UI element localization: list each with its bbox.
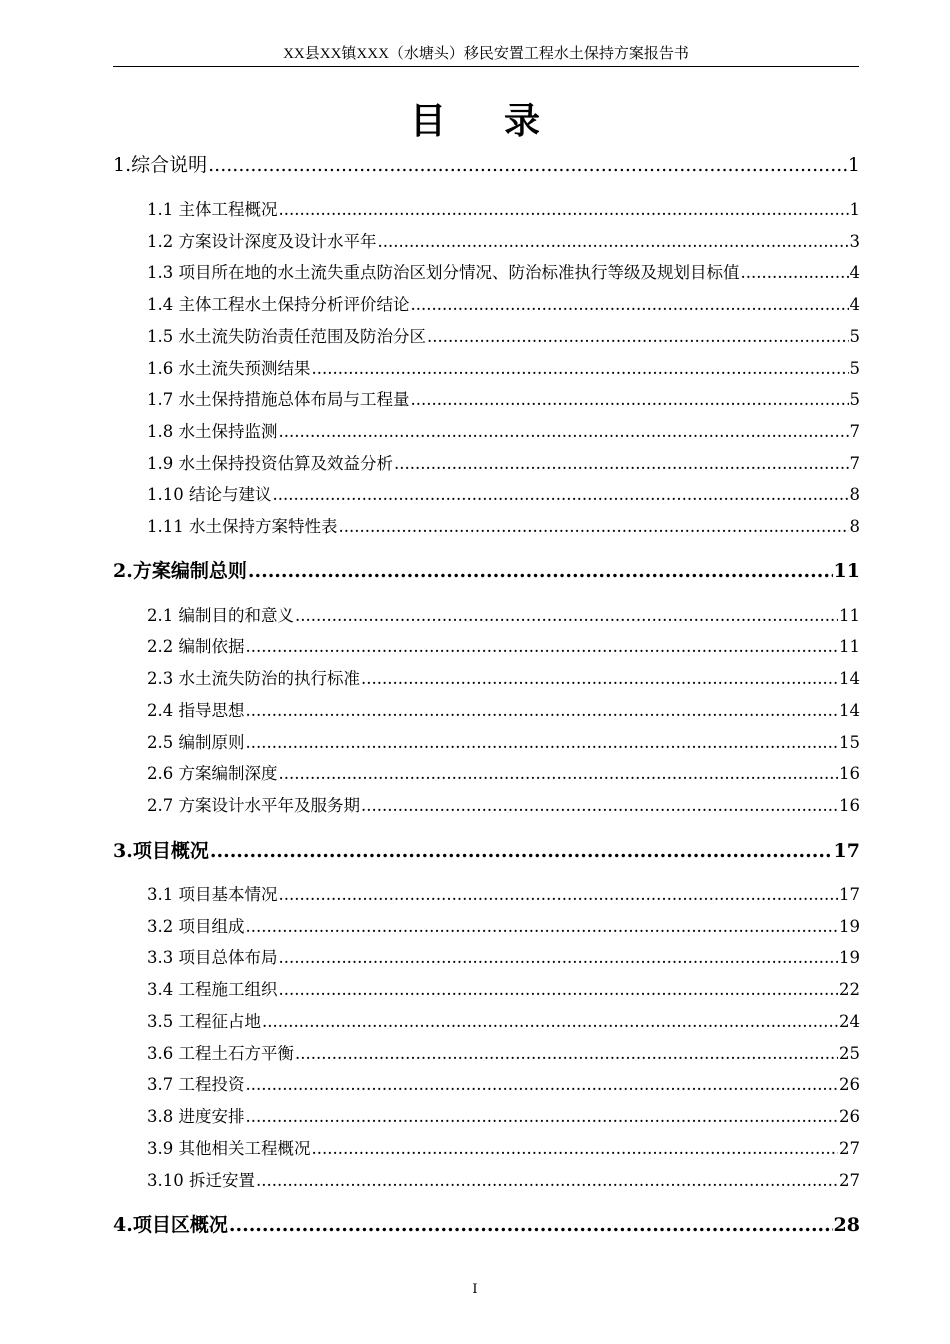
toc-entry-page: 3: [849, 232, 860, 251]
toc-leader-dots: [279, 980, 839, 999]
toc-entry-label: 2.6 方案编制深度: [147, 764, 278, 783]
toc-entry-page: 26: [839, 1107, 860, 1126]
page-number: I: [472, 1282, 478, 1297]
toc-leader-dots: [272, 485, 848, 504]
toc-entry[interactable]: [147, 697, 860, 721]
running-header: XX县XX镇XXX（水塘头）移民安置工程水土保持方案报告书: [113, 44, 859, 67]
toc-entry-page: 16: [839, 764, 860, 783]
toc-entry-label: 2.4 指导思想: [147, 701, 245, 720]
toc-entry-label: 3.项目概况: [113, 840, 209, 862]
toc-entry-page: 1: [847, 154, 860, 176]
toc-entry-label: 4.项目区概况: [113, 1214, 228, 1236]
toc-entry-label: 1.3 项目所在地的水土流失重点防治区划分情况、防治标准执行等级及规划目标值: [147, 263, 740, 282]
toc-entry-label: 3.6 工程土石方平衡: [147, 1044, 294, 1063]
toc-leader-dots: [411, 390, 849, 409]
toc-entry[interactable]: [147, 944, 860, 968]
toc-entry-page: 5: [849, 327, 860, 346]
toc-entry-label: 3.7 工程投资: [147, 1075, 245, 1094]
toc-leader-dots: [361, 669, 838, 688]
toc-entry[interactable]: [147, 355, 860, 379]
toc-entry[interactable]: [147, 1135, 860, 1159]
toc-entry-label: 1.10 结论与建议: [147, 485, 272, 504]
toc-leader-dots: [246, 917, 839, 936]
toc-entry-page: 25: [839, 1044, 860, 1063]
toc-leader-dots: [262, 1012, 838, 1031]
toc-entry-page: 24: [839, 1012, 860, 1031]
toc-entry[interactable]: [147, 418, 860, 442]
toc-entry[interactable]: [113, 150, 860, 177]
toc-leader-dots: [248, 560, 833, 582]
toc-entry-label: 3.8 进度安排: [147, 1107, 245, 1126]
toc-leader-dots: [246, 701, 839, 720]
toc-entry-page: 11: [833, 560, 860, 582]
toc-entry[interactable]: [113, 556, 860, 583]
toc-entry-label: 3.9 其他相关工程概况: [147, 1139, 311, 1158]
toc-entry-label: 3.3 项目总体布局: [147, 948, 278, 967]
toc-leader-dots: [279, 948, 839, 967]
toc-entry-label: 1.1 主体工程概况: [147, 200, 278, 219]
toc-entry[interactable]: [147, 323, 860, 347]
toc-entry-label: 3.10 拆迁安置: [147, 1171, 255, 1190]
toc-entry[interactable]: [113, 836, 860, 863]
toc-entry[interactable]: [147, 665, 860, 689]
toc-leader-dots: [361, 796, 838, 815]
toc-leader-dots: [208, 154, 847, 176]
toc-leader-dots: [295, 606, 838, 625]
toc-entry[interactable]: [113, 1210, 860, 1237]
toc-entry-label: 2.7 方案设计水平年及服务期: [147, 796, 360, 815]
toc-entry-page: 11: [839, 637, 860, 656]
toc-leader-dots: [741, 263, 849, 282]
toc-entry-label: 2.1 编制目的和意义: [147, 606, 294, 625]
toc-entry-page: 5: [849, 359, 860, 378]
toc-entry[interactable]: [147, 1071, 860, 1095]
toc-entry[interactable]: [147, 1008, 860, 1032]
toc-entry-page: 11: [839, 606, 860, 625]
toc-entry[interactable]: [147, 228, 860, 252]
toc-entry-page: 7: [849, 454, 860, 473]
toc-entry-page: 17: [833, 840, 860, 862]
toc-entry-page: 8: [849, 517, 860, 536]
toc-entry[interactable]: [147, 1103, 860, 1127]
toc-leader-dots: [312, 1139, 839, 1158]
toc-entry-page: 4: [849, 295, 860, 314]
toc-leader-dots: [427, 327, 849, 346]
toc-entry-label: 1.11 水土保持方案特性表: [147, 517, 338, 536]
toc-entry-page: 4: [849, 263, 860, 282]
toc-entry-label: 2.2 编制依据: [147, 637, 245, 656]
toc-leader-dots: [312, 359, 849, 378]
toc-entry[interactable]: [147, 633, 860, 657]
toc-entry[interactable]: [147, 792, 860, 816]
toc-entry-page: 1: [849, 200, 860, 219]
toc-entry-page: 14: [839, 701, 860, 720]
toc-leader-dots: [246, 1075, 839, 1094]
toc-entry-label: 1.6 水土流失预测结果: [147, 359, 311, 378]
toc-entry[interactable]: [147, 196, 860, 220]
toc-entry-label: 2.3 水土流失防治的执行标准: [147, 669, 360, 688]
toc-entry-page: 14: [839, 669, 860, 688]
toc-entry-page: 19: [839, 948, 860, 967]
toc-entry[interactable]: [147, 913, 860, 937]
toc-entry-page: 27: [839, 1171, 860, 1190]
toc-entry-label: 3.1 项目基本情况: [147, 885, 278, 904]
toc-entry-page: 5: [849, 390, 860, 409]
toc-entry[interactable]: [147, 450, 860, 474]
toc-leader-dots: [338, 517, 848, 536]
toc-entry-page: 19: [839, 917, 860, 936]
toc-entry[interactable]: [147, 1167, 860, 1191]
toc-leader-dots: [246, 637, 839, 656]
toc-entry[interactable]: [147, 513, 860, 537]
toc-entry-label: 1.2 方案设计深度及设计水平年: [147, 232, 377, 251]
toc-entry[interactable]: [147, 291, 860, 315]
toc-entry[interactable]: [147, 602, 860, 626]
toc-entry-page: 28: [833, 1214, 860, 1236]
toc-entry-label: 3.4 工程施工组织: [147, 980, 278, 999]
toc-leader-dots: [279, 200, 849, 219]
toc-leader-dots: [279, 422, 849, 441]
toc-leader-dots: [295, 1044, 838, 1063]
toc-entry[interactable]: [147, 259, 860, 283]
toc-entry-page: 27: [839, 1139, 860, 1158]
toc-leader-dots: [246, 1107, 839, 1126]
toc-entry-label: 3.2 项目组成: [147, 917, 245, 936]
toc-entry-label: 1.9 水土保持投资估算及效益分析: [147, 454, 393, 473]
toc-leader-dots: [411, 295, 849, 314]
toc-entry-label: 1.4 主体工程水土保持分析评价结论: [147, 295, 410, 314]
toc-entry-label: 1.5 水土流失防治责任范围及防治分区: [147, 327, 426, 346]
toc-entry-page: 7: [849, 422, 860, 441]
toc-entry-page: 26: [839, 1075, 860, 1094]
toc-entry-label: 2.方案编制总则: [113, 560, 247, 582]
toc-entry-page: 17: [839, 885, 860, 904]
toc-leader-dots: [279, 764, 839, 783]
toc-entry[interactable]: [147, 760, 860, 784]
toc-entry[interactable]: [147, 386, 860, 410]
toc-leader-dots: [210, 840, 833, 862]
toc-entry[interactable]: [147, 1040, 860, 1064]
toc-entry-page: 16: [839, 796, 860, 815]
toc-entry-page: 8: [849, 485, 860, 504]
toc-entry[interactable]: [147, 729, 860, 753]
toc-entry[interactable]: [147, 881, 860, 905]
toc-entry-label: 1.7 水土保持措施总体布局与工程量: [147, 390, 410, 409]
toc-entry-label: 2.5 编制原则: [147, 733, 245, 752]
toc-leader-dots: [246, 733, 839, 752]
toc-entry-label: 1.综合说明: [113, 154, 208, 176]
toc-entry[interactable]: [147, 976, 860, 1000]
toc-leader-dots: [256, 1171, 838, 1190]
toc-title: 目录: [409, 100, 598, 142]
toc-leader-dots: [378, 232, 849, 251]
toc-entry-label: 1.8 水土保持监测: [147, 422, 278, 441]
toc-leader-dots: [229, 1214, 833, 1236]
toc-leader-dots: [279, 885, 839, 904]
toc-entry-page: 22: [839, 980, 860, 999]
toc-entry[interactable]: [147, 481, 860, 505]
toc-leader-dots: [394, 454, 849, 473]
toc-entry-page: 15: [839, 733, 860, 752]
toc-entry-label: 3.5 工程征占地: [147, 1012, 261, 1031]
